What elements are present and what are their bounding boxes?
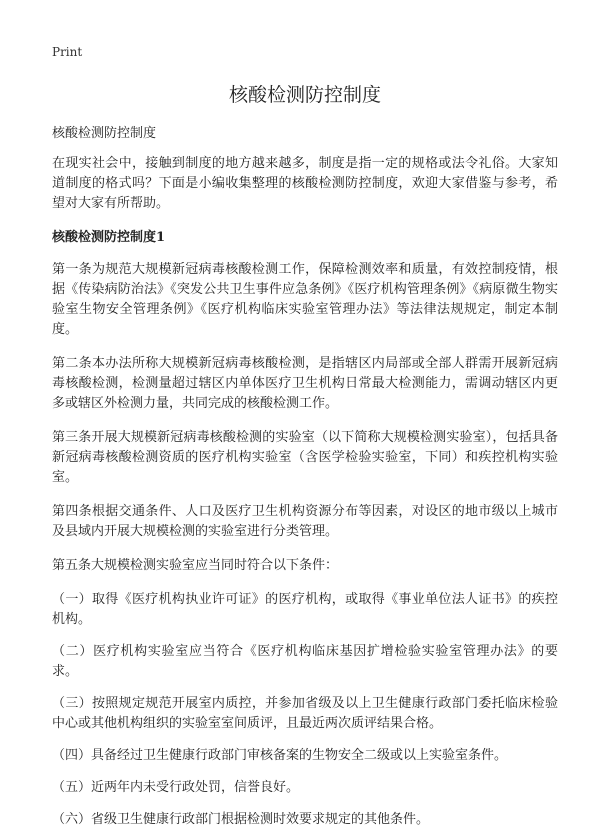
- condition-5: （五）近两年内未受行政处罚，信誉良好。: [52, 780, 300, 795]
- intro-paragraph: 在现实社会中，接触到制度的地方越来越多，制度是指一定的规格或法令礼俗。大家知道制度的格式吗？下面是小编收集整理的核酸检测防控制度，欢迎大家借鉴与参考，希望对大家有所帮助。: [52, 156, 558, 211]
- condition-1: （一）取得《医疗机构执业许可证》的医疗机构，或取得《事业单位法人证书》的疾控机构。: [52, 592, 558, 627]
- article-1: 第一条为规范大规模新冠病毒核酸检测工作，保障检测效率和质量，有效控制疫情，根据《传染病防治法》《突发公共卫生事件应急条例》《医疗机构管理条例》《病原微生物实验室生物安全管理条例》《医疗机构临床实验室管理办法》等法律法规规定，制定本制度。: [52, 262, 558, 337]
- article-5: 第五条大规模检测实验室应当同时符合以下条件：: [52, 558, 339, 573]
- document-subtitle: 核酸检测防控制度: [52, 126, 157, 141]
- article-4: 第四条根据交通条件、人口及医疗卫生机构资源分布等因素，对设区的地市级以上城市及县域内开展大规模检测的实验室进行分类管理。: [52, 504, 558, 539]
- condition-3: （三）按照规定规范开展室内质控，并参加省级及以上卫生健康行政部门委托临床检验中心或其他机构组织的实验室室间质评，且最近两次质评结果合格。: [52, 696, 558, 731]
- print-label: Print: [52, 45, 83, 59]
- condition-6: （六）省级卫生健康行政部门根据检测时效要求规定的其他条件。: [52, 812, 430, 827]
- condition-2: （二）医疗机构实验室应当符合《医疗机构临床基因扩增检验实验室管理办法》的要求。: [52, 644, 558, 679]
- article-3: 第三条开展大规模新冠病毒核酸检测的实验室（以下简称大规模检测实验室），包括具备新冠病毒核酸检测资质的医疗机构实验室（含医学检验实验室，下同）和疾控机构实验室。: [52, 430, 558, 485]
- article-2: 第二条本办法所称大规模新冠病毒核酸检测，是指辖区内局部或全部人群需开展新冠病毒核酸检测，检测量超过辖区内单体医疗卫生机构日常最大检测能力，需调动辖区内更多或辖区外检测力量，共同完成的核酸检测工作。: [52, 356, 558, 411]
- condition-4: （四）具备经过卫生健康行政部门审核备案的生物安全二级或以上实验室条件。: [52, 748, 508, 763]
- section-heading: 核酸检测防控制度1: [52, 230, 166, 245]
- page-title: 核酸检测防控制度: [228, 84, 381, 106]
